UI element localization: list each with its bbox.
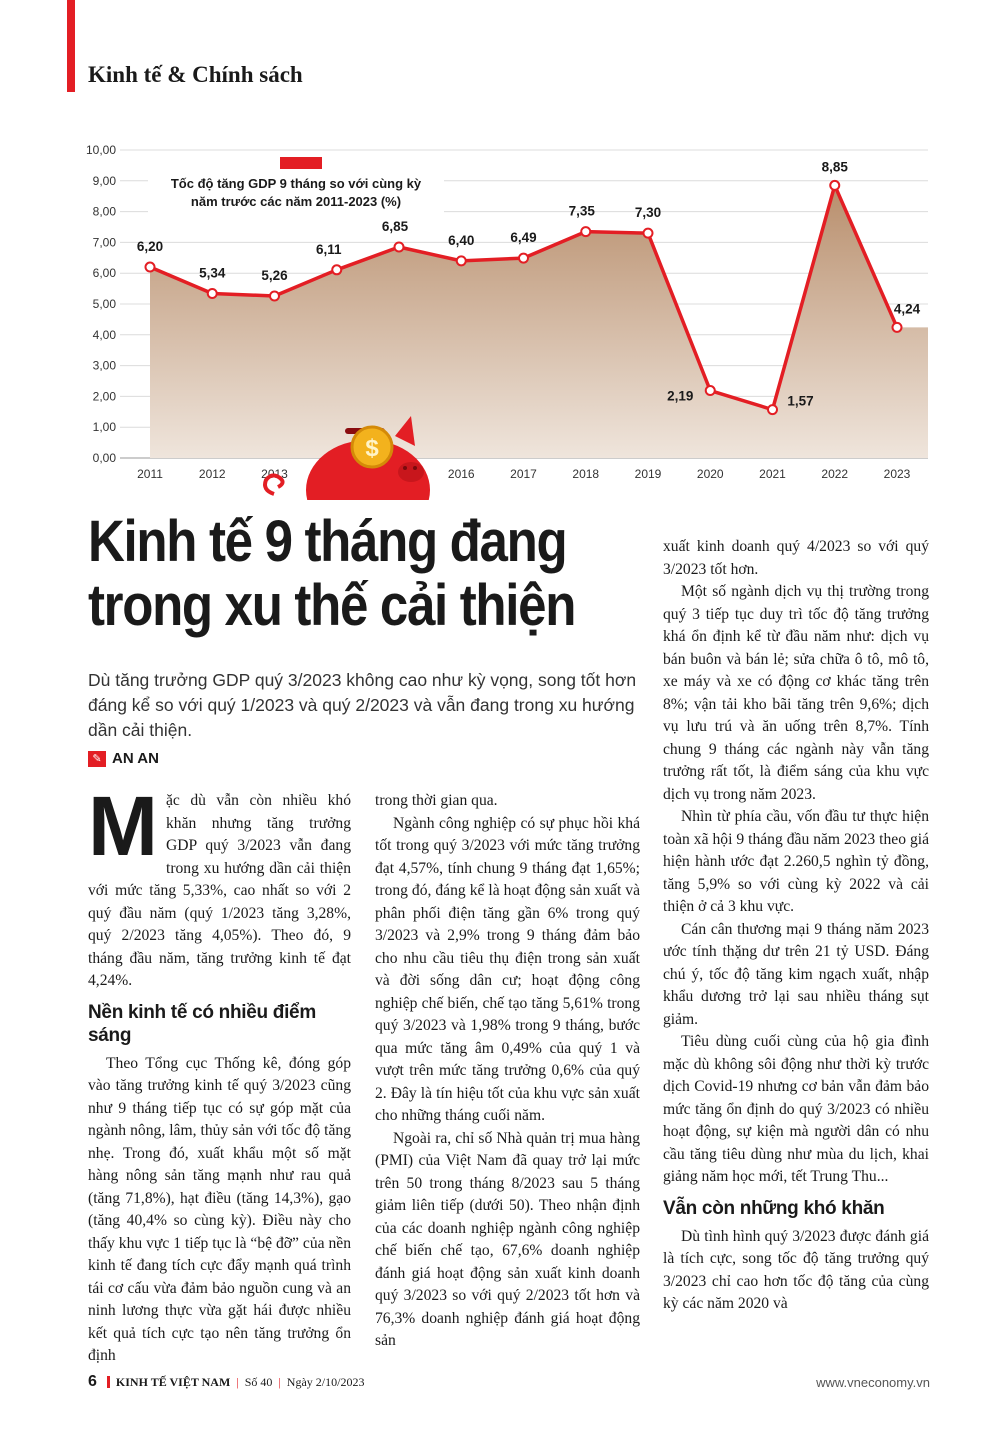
paragraph-text: ặc dù vẫn còn nhiều khó khăn nhưng tăng trưởng GDP quý 3/2023 vẫn đang trong xu hướng dần cải thiện với mức tăng 5,33%, cao nhất so với 2 quý đầu năm (quý 1/2023 tăng 3,28%, quý 2/2023 tăng 4,05%). Theo đó, 9 tháng đầu năm, tăng trưởng kinh tế đạt 4,24%. xyxy=(88,792,351,989)
paragraph xyxy=(88,779,351,993)
data-label: 5,34 xyxy=(199,265,226,281)
y-tick-label: 7,00 xyxy=(92,235,116,250)
x-tick-label: 2017 xyxy=(510,467,537,481)
x-tick-label: 2021 xyxy=(759,467,786,481)
data-point xyxy=(146,263,155,272)
y-tick-label: 4,00 xyxy=(92,327,116,342)
y-tick-label: 5,00 xyxy=(92,297,116,311)
y-tick-label: 9,00 xyxy=(92,173,116,188)
publication-name: KINH TẾ VIỆT NAM xyxy=(115,1374,231,1389)
author-name: AN AN xyxy=(112,750,159,767)
data-point xyxy=(706,386,715,395)
data-label: 5,26 xyxy=(261,267,288,283)
x-tick-label: 2018 xyxy=(572,467,600,481)
x-tick-label: 2022 xyxy=(821,467,849,481)
data-point xyxy=(332,265,341,274)
separator: | xyxy=(236,1374,239,1389)
paragraph: Cán cân thương mại 9 tháng năm 2023 ước tính thặng dư trên 21 tỷ USD. Đáng chú ý, tốc độ tăng kim ngạch xuất, nhập khẩu dương trở lại sau nhiều tháng sụt giảm. xyxy=(663,920,929,1028)
x-tick-label: 2011 xyxy=(137,467,163,481)
x-tick-label: 2020 xyxy=(696,467,724,481)
x-tick-label: 2013 xyxy=(261,467,288,481)
data-label: 7,30 xyxy=(634,205,662,221)
data-point xyxy=(395,243,404,252)
y-tick-label: 6,00 xyxy=(92,266,116,281)
y-tick-label: 10,00 xyxy=(85,143,116,157)
chart-title-line-1: Tốc độ tăng GDP 9 tháng so với cùng kỳ xyxy=(170,176,422,191)
area-fill xyxy=(150,185,928,458)
pen-icon: ✎ xyxy=(88,751,106,767)
data-point xyxy=(830,181,839,190)
x-tick-label: 2012 xyxy=(198,467,226,481)
headline-line-1: Kinh tế 9 tháng đang xyxy=(88,509,567,574)
separator: | xyxy=(278,1374,281,1389)
paragraph: Ngoài ra, chỉ số Nhà quản trị mua hàng (PMI) của Việt Nam đã quay trở lại mức trên 50 trong tháng 8/2023 sau 5 tháng giảm liên tiếp (dưới 50). Theo nhận định của các doanh nghiệp ngành công nghiệp chế biến chế tạo, 67,6% doanh nghiệp đánh giá hoạt động sản xuất kinh doanh quý 3/2023 so với quý 2/2023 tốt hơn và 76,3% doanh nghiệp đánh giá hoạt động sản xyxy=(375,1129,640,1349)
y-tick-label: 3,00 xyxy=(92,358,116,373)
x-tick-label: 2023 xyxy=(883,467,911,481)
article-headline xyxy=(88,510,581,638)
paragraph: Nhìn từ phía cầu, vốn đầu tư thực hiện toàn xã hội 9 tháng đầu năm 2023 theo giá hiện hành ước đạt 2.260,5 nghìn tỷ đồng, tăng 5,9% so với cùng kỳ 2022 và cải thiện ở cả 3 khu vực. xyxy=(663,808,929,915)
data-point xyxy=(644,229,653,238)
data-label: 8,85 xyxy=(821,159,848,175)
article-column-3 xyxy=(663,536,929,1316)
paragraph: Một số ngành dịch vụ thị trường trong quý 3 tiếp tục duy trì tốc độ tăng trưởng khá ổn định kể từ đầu năm như: dịch vụ bán buôn và bán lẻ; sửa chữa ô tô, mô tô, xe máy và xe có động cơ khác tăng trên 8%; vận tải kho bãi tăng trên 9,6%; dịch vụ lưu trú và ăn uống trên 8,7%. Tính chung 9 tháng các ngành này vẫn tăng trưởng rất tốt, là điểm sáng của khu vực dịch vụ trong năm 2023. xyxy=(663,583,929,803)
paragraph: trong thời gian qua. xyxy=(375,792,498,809)
article-lead: Dù tăng trưởng GDP quý 3/2023 không cao như kỳ vọng, song tốt hơn đáng kể so với quý 1/2023 và quý 2/2023 và vẫn đang trong xu hướng dần cải thiện. xyxy=(88,670,637,740)
data-label: 2,19 xyxy=(667,388,694,404)
byline xyxy=(88,750,159,767)
section-accent-bar xyxy=(67,0,75,92)
subheading: Nền kinh tế có nhiều điểm sáng xyxy=(88,1001,316,1046)
page-footer xyxy=(88,1372,930,1392)
data-label: 6,85 xyxy=(381,219,409,235)
y-tick-label: 8,00 xyxy=(92,204,116,219)
y-tick-label: 0,00 xyxy=(92,451,116,465)
x-tick-label: 2019 xyxy=(634,467,662,481)
data-point xyxy=(768,405,777,414)
data-point xyxy=(519,254,528,263)
svg-text:$: $ xyxy=(365,435,379,462)
paragraph: Dù tình hình quý 3/2023 được đánh giá là tích cực, song tốc độ tăng trưởng quý 3/2023 chỉ cao hơn tốc độ tăng của cùng kỳ các năm 2020 và xyxy=(663,1227,929,1312)
paragraph: Theo Tổng cục Thống kê, đóng góp vào tăng trưởng kinh tế quý 3/2023 cũng như 9 tháng tiếp tục có sự góp mặt của ngành nông, lâm, thủy sản với tốc độ tăng nhẹ. Trong đó, xuất khẩu một số mặt hàng nông sản tăng mạnh như rau quả (tăng 71,8%), hạt điều (tăng 14,3%), gạo (tăng 40,4% so cùng kỳ). Điều này cho thấy khu vực 1 tiếp tục là “bệ đỡ” của nền kinh tế đang tích cực đẩy mạnh quá trình tái cơ cấu vừa đảm bảo nguồn cung và an ninh lương thực vừa gặt hái được nhiều kết quả tích cực tạo nên tăng trưởng ổn định xyxy=(88,1054,351,1364)
data-label: 6,40 xyxy=(448,232,475,248)
legend-accent xyxy=(280,157,322,169)
data-point xyxy=(270,291,279,300)
data-point xyxy=(208,289,217,298)
x-tick-label: 2016 xyxy=(447,467,475,481)
headline-line-2: trong xu thế cải thiện xyxy=(88,573,576,638)
article-column-1 xyxy=(88,779,351,1368)
footer-accent xyxy=(107,1376,110,1388)
article-column-2 xyxy=(375,790,640,1353)
data-point xyxy=(581,227,590,236)
data-label: 6,49 xyxy=(510,230,537,246)
gdp-chart xyxy=(0,120,1000,500)
paragraph: Tiêu dùng cuối cùng của hộ gia đình mặc dù không sôi động như thời kỳ trước dịch Covid-19 nhưng cơ bản vẫn đảm bảo mức tăng ổn định do quý 3/2023 có nhiều hoạt động, sự kiện mà người dân có nhu cầu tăng tiêu dùng như mùa du lịch, khai giảng năm học mới, tết Trung Thu... xyxy=(663,1033,929,1185)
issue-number: Số 40 xyxy=(244,1374,273,1389)
website-link[interactable]: www.vneconomy.vn xyxy=(816,1374,930,1390)
issue-date: Ngày 2/10/2023 xyxy=(286,1374,365,1389)
y-tick-label: 2,00 xyxy=(92,389,116,404)
data-point xyxy=(457,256,466,265)
paragraph: Ngành công nghiệp có sự phục hồi khá tốt trong quý 3/2023 với mức tăng trưởng đạt 4,57%, tính chung 9 tháng đạt 1,65%; trong đó, đáng kể là hoạt động sản xuất và phân phối điện tăng gần 6% trong quý 3/2023 và 2,9% trong 9 tháng đảm bảo cho nhu cầu tiêu thụ điện trong sản xuất và đời sống dân cư; hoạt động công nghiệp chế biến, chế tạo tăng 5,61% trong quý 3/2023 và 1,98% trong 9 tháng, bước qua mức tăng âm 0,49% của quý 1 và vượt trên mức tăng trưởng 0,6% của quý 2. Đây là tín hiệu tốt của khu vực sản xuất cho những tháng cuối năm. xyxy=(375,814,640,1124)
data-label: 4,24 xyxy=(893,301,921,317)
data-label: 7,35 xyxy=(568,203,595,219)
subheading: Vẫn còn những khó khăn xyxy=(663,1197,885,1219)
paragraph: xuất kinh doanh quý 4/2023 so với quý 3/2023 tốt hơn. xyxy=(663,538,929,578)
data-label: 1,57 xyxy=(787,393,814,409)
data-point xyxy=(893,323,902,332)
section-title: Kinh tế & Chính sách xyxy=(88,62,303,87)
drop-cap: M xyxy=(88,779,158,873)
chart-title-line-2: năm trước các năm 2011-2023 (%) xyxy=(190,194,402,209)
data-label: 6,20 xyxy=(136,239,164,255)
page-number: 6 xyxy=(88,1373,97,1390)
y-tick-label: 1,00 xyxy=(92,420,116,435)
data-label: 6,11 xyxy=(315,241,342,257)
